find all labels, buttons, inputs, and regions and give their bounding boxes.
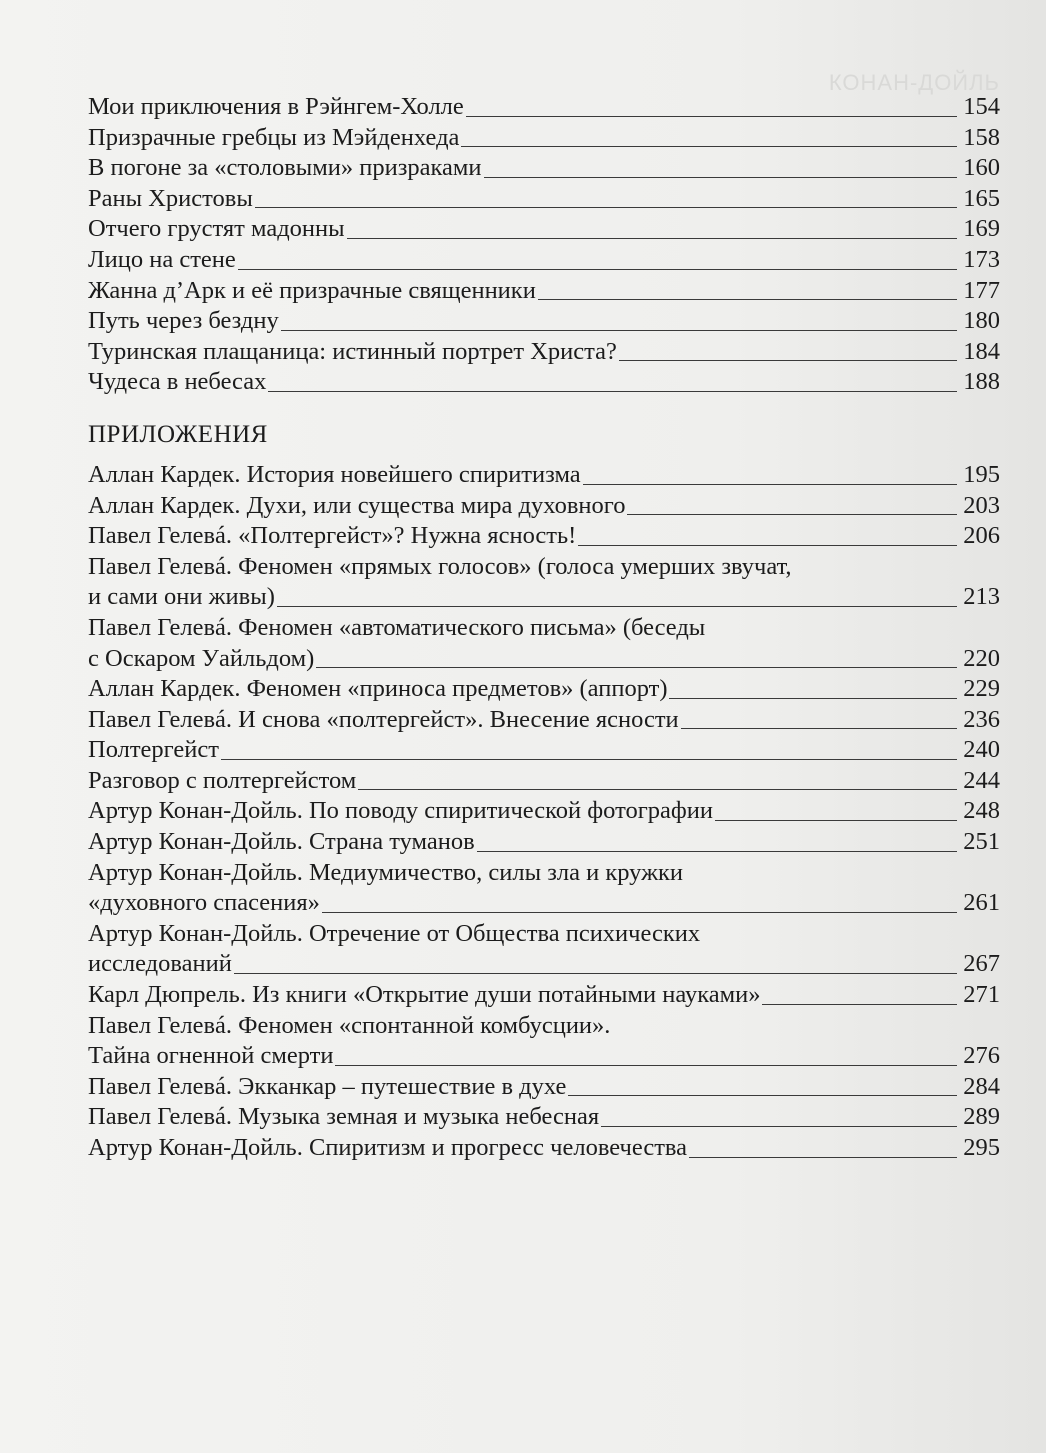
toc-page-number: 276 <box>963 1042 1000 1070</box>
toc-entry <box>88 796 1000 827</box>
toc-page-number: 165 <box>963 184 1000 212</box>
toc-entry-line <box>88 184 1000 215</box>
toc-page-number: 295 <box>963 1134 1000 1161</box>
toc-entry-line <box>88 337 1000 368</box>
leader-line <box>762 1004 957 1005</box>
toc-entry-line <box>88 276 1000 307</box>
toc-entry-title: Раны Христовы <box>88 184 253 212</box>
toc-entry-title: Чудеса в небесах <box>88 368 267 396</box>
toc-entry-title: Туринская плащаница: истинный портрет Христа? <box>88 337 617 365</box>
toc-page-number: 213 <box>963 583 1000 611</box>
toc-entry <box>88 214 1000 245</box>
toc-entry-line <box>88 1102 1000 1133</box>
toc-entry-title: В погоне за «столовыми» призраками <box>88 154 482 182</box>
toc-entry-title: Артур Конан-Дойль. Спиритизм и прогресс человечества <box>88 1134 688 1161</box>
toc-entry <box>88 276 1000 307</box>
toc-entry <box>88 337 1000 368</box>
leader-line <box>234 973 957 974</box>
toc-page-number: 240 <box>963 736 1000 764</box>
toc-entry-line <box>88 123 1000 154</box>
leader-line <box>601 1126 957 1127</box>
toc-entry-line <box>88 582 1000 613</box>
leader-line <box>461 146 957 147</box>
toc-page-number: 220 <box>963 644 1000 672</box>
toc-entry-line <box>88 827 1000 858</box>
toc-page-number: 206 <box>963 522 1000 550</box>
leader-line <box>568 1095 957 1096</box>
leader-line <box>583 484 957 485</box>
toc-entry <box>88 521 1000 552</box>
toc-page-number: 248 <box>963 797 1000 825</box>
toc-entry <box>88 491 1000 522</box>
toc-entry <box>88 367 1000 398</box>
toc-section-appendix <box>88 460 1000 1164</box>
toc-page-number: 169 <box>963 215 1000 243</box>
toc-entry <box>88 674 1000 705</box>
toc-entry <box>88 919 1000 980</box>
toc-page-number: 267 <box>963 950 1000 978</box>
toc-entry-line <box>88 1041 1000 1072</box>
toc-entry <box>88 980 1000 1011</box>
toc-entry-title: с Оскаром Уайльдом) <box>88 644 315 672</box>
toc-entry-title: Аллан Кардек. Духи, или существа мира духовного <box>88 491 626 519</box>
toc-entry-line <box>88 367 1000 398</box>
toc-entry <box>88 613 1000 674</box>
toc-entry <box>88 153 1000 184</box>
toc-section-main <box>88 92 1000 398</box>
toc-page-number: 236 <box>963 705 1000 733</box>
toc-entry-title: Путь через бездну <box>88 307 279 335</box>
toc-entry <box>88 123 1000 154</box>
toc-page-number: 180 <box>963 307 1000 335</box>
toc-entry-title: Призрачные гребцы из Мэйденхеда <box>88 123 460 151</box>
toc-page-number: 289 <box>963 1103 1000 1131</box>
toc-entry-line <box>88 705 1000 736</box>
toc-entry-title: Аллан Кардек. Феномен «приноса предметов» (аппорт) <box>88 675 668 703</box>
toc-entry-line <box>88 521 1000 552</box>
toc-entry-title: Павел Гелевá. Музыка земная и музыка небесная <box>88 1103 600 1131</box>
toc-page-number: 154 <box>963 93 1000 120</box>
leader-line <box>477 851 957 852</box>
toc-entry <box>88 92 1000 123</box>
leader-line <box>715 820 957 821</box>
toc-entry-title: исследований <box>88 950 232 978</box>
toc-entry-title: Павел Гелевá. «Полтергейст»? Нужна ясность! <box>88 522 577 550</box>
toc-entry-title: Полтергейст <box>88 736 219 764</box>
toc-entry <box>88 1102 1000 1133</box>
leader-line <box>347 238 957 239</box>
toc-entry-title: Артур Конан-Дойль. По поводу спиритической фотографии <box>88 797 714 825</box>
leader-line <box>669 698 957 699</box>
leader-line <box>358 789 957 790</box>
toc-entry-line <box>88 796 1000 827</box>
toc-entry <box>88 766 1000 797</box>
toc-entry-line <box>88 674 1000 705</box>
toc-page-number: 271 <box>963 981 1000 1009</box>
leader-line <box>335 1065 957 1066</box>
toc-entry-title: Артур Конан-Дойль. Страна туманов <box>88 828 475 856</box>
toc-entry-title: Артур Конан-Дойль. Медиумичество, силы зла и кружки <box>88 858 684 886</box>
toc-entry-title: Павел Гелевá. И снова «полтергейст». Внесение ясности <box>88 705 679 733</box>
toc-entry <box>88 705 1000 736</box>
toc-entry-title: Отчего грустят мадонны <box>88 215 345 243</box>
toc-entry-line <box>88 644 1000 675</box>
toc-entry <box>88 827 1000 858</box>
toc-entry-title: Павел Гелевá. Экканкар – путешествие в духе <box>88 1072 567 1100</box>
leader-line <box>484 177 957 178</box>
toc-entry-title: Разговор с полтергейстом <box>88 766 357 794</box>
toc-entry <box>88 460 1000 491</box>
leader-line <box>221 759 957 760</box>
toc-entry-line <box>88 153 1000 184</box>
leader-line <box>268 391 957 392</box>
toc-page-number: 203 <box>963 491 1000 519</box>
leader-line <box>255 207 957 208</box>
toc-entry-title: «духовного спасения» <box>88 889 320 917</box>
toc-entry-title: Лицо на стене <box>88 245 236 273</box>
toc-entry-title: Мои приключения в Рэйнгем-Холле <box>88 93 464 120</box>
toc-entry-line <box>88 888 1000 919</box>
toc-entry-title: и сами они живы) <box>88 583 275 611</box>
toc-entry-line <box>88 245 1000 276</box>
toc-entry-line <box>88 460 1000 491</box>
toc-entry-line <box>88 766 1000 797</box>
toc-entry-title: Аллан Кардек. История новейшего спиритизма <box>88 460 581 488</box>
bleed-through-text: КОНАН-ДОЙЛЬ <box>828 70 1000 95</box>
toc-page-number: 195 <box>963 460 1000 488</box>
toc-entry-title: Павел Гелевá. Феномен «спонтанной комбусции». <box>88 1011 611 1039</box>
toc-entry <box>88 858 1000 919</box>
leader-line <box>466 116 957 117</box>
toc-page-number: 261 <box>963 889 1000 917</box>
toc-entry-title: Тайна огненной смерти <box>88 1042 334 1070</box>
toc-page-number: 177 <box>963 276 1000 304</box>
toc-page-number: 173 <box>963 245 1000 273</box>
toc-entry-line <box>88 1072 1000 1103</box>
toc-entry-title: Павел Гелевá. Феномен «прямых голосов» (голоса умерших звучат, <box>88 552 792 580</box>
toc-page-number: 251 <box>963 828 1000 856</box>
toc-entry <box>88 1133 1000 1164</box>
toc-entry-title: Артур Конан-Дойль. Отречение от Общества психических <box>88 919 701 947</box>
leader-line <box>322 912 957 913</box>
toc-page-number: 244 <box>963 766 1000 794</box>
toc-entry <box>88 184 1000 215</box>
toc-page-number: 158 <box>963 123 1000 151</box>
toc-page-number: 229 <box>963 675 1000 703</box>
leader-line <box>627 514 957 515</box>
toc-entry-title: Карл Дюпрель. Из книги «Открытие души потайными науками» <box>88 981 761 1009</box>
leader-line <box>277 606 957 607</box>
toc-entry-title: Жанна д’Арк и её призрачные священники <box>88 276 536 304</box>
appendix-heading: ПРИЛОЖЕНИЯ <box>88 420 268 448</box>
toc-entry <box>88 552 1000 613</box>
toc-entry <box>88 1072 1000 1103</box>
leader-line <box>578 545 957 546</box>
toc-entry-line <box>88 735 1000 766</box>
toc-entry <box>88 735 1000 766</box>
toc-entry <box>88 245 1000 276</box>
toc-entry-title: Павел Гелевá. Феномен «автоматического письма» (беседы <box>88 613 706 641</box>
leader-line <box>316 667 957 668</box>
leader-line <box>619 360 957 361</box>
leader-line <box>281 330 957 331</box>
toc-entry <box>88 1011 1000 1072</box>
leader-line <box>238 269 957 270</box>
table-of-contents <box>88 92 1000 1164</box>
toc-page-number: 184 <box>963 337 1000 365</box>
toc-entry-line <box>88 980 1000 1011</box>
leader-line <box>538 299 957 300</box>
toc-page-number: 284 <box>963 1072 1000 1100</box>
toc-entry-line <box>88 306 1000 337</box>
leader-line <box>681 728 957 729</box>
toc-entry-line <box>88 214 1000 245</box>
toc-entry-line <box>88 491 1000 522</box>
toc-entry-line <box>88 92 1000 123</box>
toc-entry-line <box>88 949 1000 980</box>
toc-page-number: 188 <box>963 368 1000 396</box>
leader-line <box>689 1157 957 1158</box>
toc-page-number: 160 <box>963 154 1000 182</box>
toc-entry-line <box>88 1133 1000 1164</box>
toc-entry <box>88 306 1000 337</box>
